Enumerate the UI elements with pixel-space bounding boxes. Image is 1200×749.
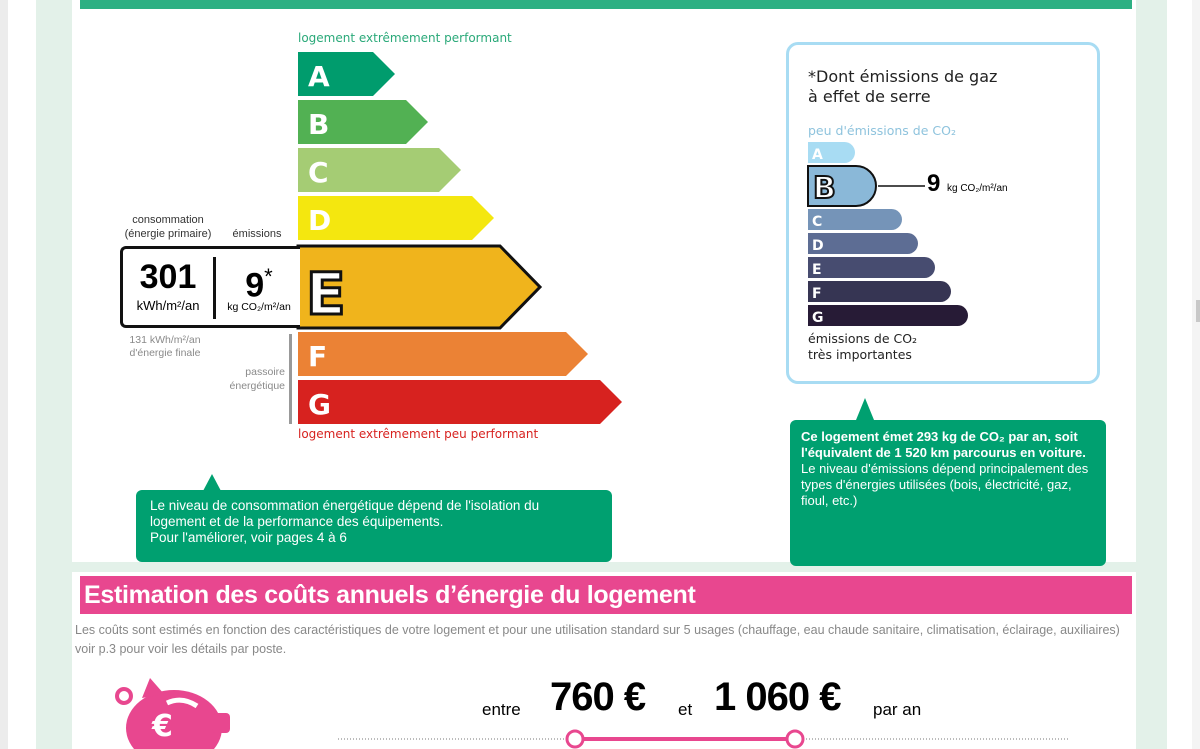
svg-text:D: D (308, 204, 332, 237)
cost-between: entre (482, 700, 521, 719)
svg-text:B: B (308, 108, 330, 141)
co2-class-c (808, 209, 902, 230)
co2-title-line1: *Dont émissions de gaz (808, 67, 998, 86)
energy-bottom-label: logement extrêmement peu performant (298, 427, 539, 441)
consumption-value: 301 (139, 258, 197, 296)
energy-class-g (298, 380, 622, 424)
passoire-line1: passoire (245, 366, 285, 378)
co2-class-g (808, 305, 968, 326)
page-margin-right (1136, 0, 1167, 749)
co2-title-line2: à effet de serre (808, 87, 931, 106)
svg-text:E: E (812, 262, 822, 278)
svg-text:A: A (308, 60, 330, 93)
passoire-label (205, 365, 285, 393)
consumption-sub-label: (énergie primaire) (124, 228, 212, 240)
scrollbar[interactable] (1192, 0, 1200, 749)
costs-section-title: Estimation des coûts annuels d’énergie du logement (80, 576, 1132, 614)
passoire-bracket (289, 334, 292, 424)
callout-line: logement et de la performance des équipements. (150, 514, 444, 529)
emissions-number: 9 (245, 266, 265, 305)
svg-text:F: F (812, 286, 822, 302)
svg-text:C: C (812, 214, 823, 230)
callout-pointer (856, 398, 874, 420)
asterisk: * (264, 264, 273, 289)
co2-top-label: peu d'émissions de CO₂ (808, 123, 956, 138)
final-energy-value: 131 kWh/m²/an (129, 334, 201, 346)
emissions-header: émissions (232, 228, 282, 240)
svg-text:A: A (812, 147, 823, 163)
co2-unit: kg CO₂/m²/an (947, 183, 1008, 194)
co2-class-d (808, 233, 918, 254)
callout-line: Le niveau de consommation énergétique dépend de l'isolation du (150, 498, 540, 513)
co2-bottom-line2: très importantes (808, 347, 912, 362)
energy-top-label: logement extrêmement performant (298, 31, 512, 45)
callout-bold: Ce logement émet 293 kg de CO₂ par an, soit l'équivalent de 1 520 km parcourus en voiture. (801, 429, 1086, 460)
cost-per-year: par an (873, 700, 922, 719)
cost-min: 760 € (550, 675, 646, 719)
cost-min-marker (567, 731, 583, 747)
svg-text:G: G (308, 388, 331, 421)
svg-text:F: F (308, 340, 328, 373)
piggy-bank-icon (112, 668, 237, 749)
svg-text:C: C (308, 156, 329, 189)
co2-value: 9 (927, 170, 941, 197)
emissions-unit: kg CO₂/m²/an (227, 301, 291, 313)
consumption-callout (136, 490, 612, 562)
costs-description: Les coûts sont estimés en fonction des caractéristiques de votre logement et pour une utilisation standard sur 5 usages (chauffage, eau chaude sanitaire, climatisation, éclairage, auxiliaires) voir p.3 pour voir les détails par poste. (75, 623, 1120, 656)
co2-class-a (808, 142, 855, 163)
cost-range-scale (330, 728, 1080, 749)
cost-and: et (678, 700, 693, 719)
svg-text:€: € (152, 709, 173, 744)
cost-max: 1 060 € (714, 675, 841, 719)
callout-pointer (203, 474, 221, 491)
co2-class-e (808, 257, 935, 278)
passoire-line2: énergétique (229, 380, 285, 392)
consumption-unit: kWh/m²/an (136, 298, 200, 313)
svg-text:G: G (812, 310, 824, 326)
co2-class-f (808, 281, 951, 302)
scrollbar-thumb[interactable] (1196, 300, 1200, 322)
emissions-callout (790, 420, 1106, 566)
cost-max-marker (787, 731, 803, 747)
final-energy-label: d'énergie finale (129, 347, 201, 359)
co2-class-b (808, 166, 925, 206)
svg-text:B: B (813, 171, 836, 206)
svg-text:E: E (306, 260, 346, 328)
svg-text:D: D (812, 238, 824, 254)
co2-bottom-line1: émissions de CO₂ (808, 331, 918, 346)
callout-line: Pour l'améliorer, voir pages 4 à 6 (150, 530, 347, 545)
consumption-label: consommation (132, 214, 204, 226)
callout-text: Le niveau d'émissions dépend principalement des types d'énergies utilisées (bois, électricité, gaz, fioul, etc.) (801, 461, 1089, 508)
